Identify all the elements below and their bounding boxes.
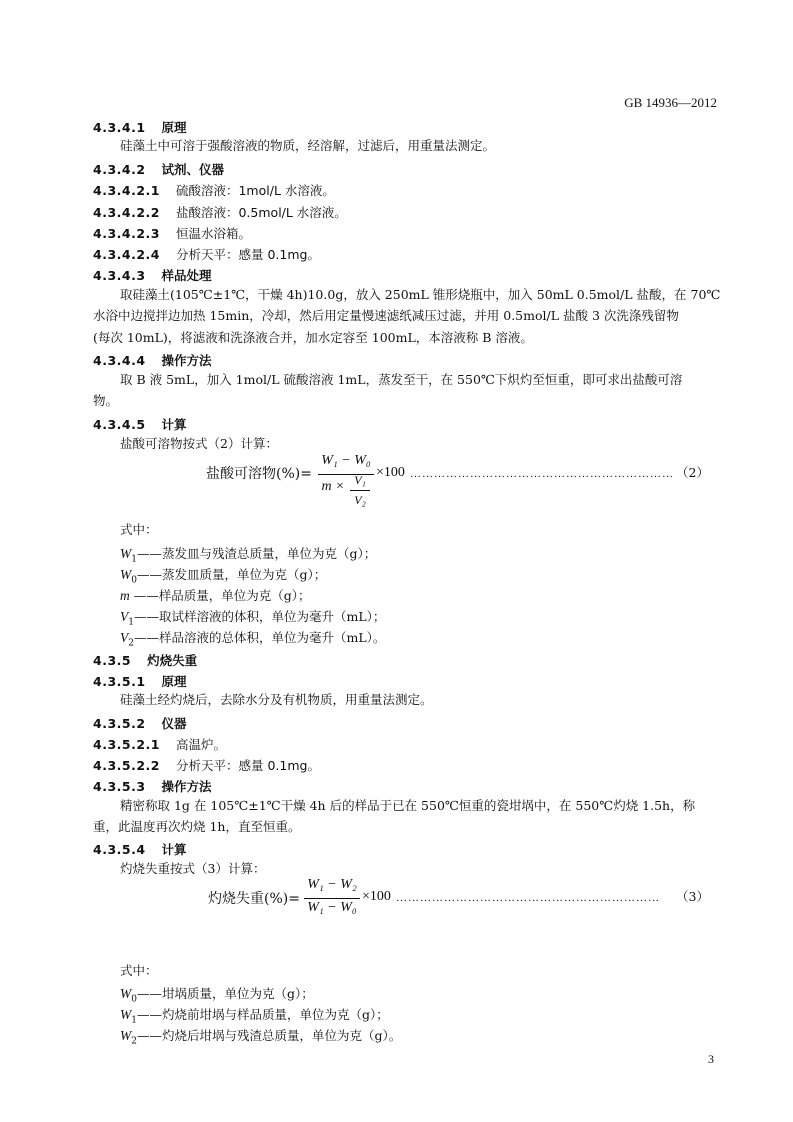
section-4-3-4-2-2: 4.3.4.2.2 盐酸溶液：0.5mol/L 水溶液。 bbox=[93, 205, 347, 220]
paragraph: (每次 10mL)，将滤液和洗涤液合并，加水定容至 100mL，本溶液称 B 溶液。 bbox=[93, 330, 533, 345]
equation-number: （3） bbox=[676, 889, 709, 904]
section-4-3-5-2: 4.3.5.2 仪器 bbox=[93, 716, 187, 731]
definition-v1: $V_1——$取试样溶液的体积，单位为毫升（mL）； bbox=[120, 609, 386, 628]
paragraph: 硅藻土中可溶于强酸溶液的物质，经溶解，过滤后，用重量法测定。 bbox=[120, 138, 496, 153]
section-4-3-5-2-2: 4.3.5.2.2 分析天平：感量 0.1mg。 bbox=[93, 758, 320, 773]
section-4-3-4-5: 4.3.4.5 计算 bbox=[93, 417, 187, 432]
formula-numerator: W₁ − W₀ bbox=[321, 453, 371, 468]
definition-m: m ——样品质量，单位为克（g）； bbox=[120, 588, 311, 603]
wherein-label: 式中： bbox=[120, 963, 158, 978]
section-4-3-4-2: 4.3.4.2 试剂、仪器 bbox=[93, 162, 225, 177]
section-4-3-5-2-1: 4.3.5.2.1 高温炉。 bbox=[93, 737, 226, 752]
formula-denominator-m: m × bbox=[321, 479, 345, 494]
paragraph: 物。 bbox=[93, 393, 119, 408]
page-number: 3 bbox=[708, 1052, 714, 1066]
definition-w1: $W_1——$蒸发皿与残渣总质量，单位为克（g）； bbox=[120, 546, 377, 565]
formula-numerator: W₁ − W₂ bbox=[307, 877, 357, 892]
section-4-3-5-4: 4.3.5.4 计算 bbox=[93, 842, 187, 857]
section-4-3-4-3: 4.3.4.3 样品处理 bbox=[93, 268, 212, 283]
definition-w0: $W_0——$蒸发皿质量，单位为克（g）； bbox=[120, 567, 327, 586]
section-4-3-4-2-1: 4.3.4.2.1 硫酸溶液：1mol/L 水溶液。 bbox=[93, 183, 335, 198]
formula-lhs: 灼烧失重(%)= bbox=[208, 891, 300, 907]
formula-sub-numerator: V₁ bbox=[354, 473, 366, 487]
section-4-3-5-1: 4.3.5.1 原理 bbox=[93, 674, 187, 689]
definition-w2: $W_2——$灼烧后坩埚与残渣总质量，单位为克（g）。 bbox=[120, 1028, 402, 1047]
section-4-3-4-4: 4.3.4.4 操作方法 bbox=[93, 353, 212, 368]
equation-number: （2） bbox=[676, 465, 709, 480]
section-4-3-4-2-3: 4.3.4.2.3 恒温水浴箱。 bbox=[93, 226, 251, 241]
definition-v2: $V_2——$样品溶液的总体积，单位为毫升（mL）。 bbox=[120, 630, 386, 649]
paragraph: 灼烧失重按式（3）计算： bbox=[120, 861, 266, 876]
definition-w1: $W_1——$灼烧前坩埚与样品质量，单位为克（g）； bbox=[120, 1007, 389, 1026]
section-4-3-5-3: 4.3.5.3 操作方法 bbox=[93, 779, 212, 794]
paragraph: 硅藻土经灼烧后，去除水分及有机物质，用重量法测定。 bbox=[120, 692, 433, 707]
wherein-label: 式中： bbox=[120, 522, 158, 537]
definition-w0: $W_0——$坩埚质量，单位为克（g）； bbox=[120, 986, 314, 1005]
paragraph: 水浴中边搅拌边加热 15min，冷却，然后用定量慢速滤纸减压过滤，并用 0.5mol/L 盐酸 3 次洗涤残留物 bbox=[93, 308, 679, 323]
paragraph: 取硅藻土(105℃±1℃，干燥 4h)10.0g，放入 250mL 锥形烧瓶中，加入 50mL 0.5mol/L 盐酸，在 70℃ bbox=[120, 287, 721, 302]
section-4-3-4-2-4: 4.3.4.2.4 分析天平：感量 0.1mg。 bbox=[93, 247, 320, 262]
section-4-3-4-1: 4.3.4.1 原理 bbox=[93, 120, 187, 135]
fraction-bar bbox=[304, 898, 360, 899]
formula-multiplier: ×100 bbox=[376, 465, 405, 480]
sub-fraction-bar bbox=[350, 490, 370, 491]
formula-multiplier: ×100 bbox=[362, 889, 391, 904]
formula-lhs: 盐酸可溶物(%)= bbox=[206, 466, 312, 482]
formula-sub-denominator: V₂ bbox=[354, 493, 366, 507]
leader-dots: ………………………………………………………… bbox=[396, 892, 660, 904]
section-4-3-5: 4.3.5 灼烧失重 bbox=[93, 653, 198, 668]
paragraph: 精密称取 1g 在 105℃±1℃干燥 4h 后的样品于已在 550℃恒重的瓷坩埚中，在 550℃灼烧 1.5h，称 bbox=[120, 798, 696, 813]
paragraph: 取 B 液 5mL，加入 1mol/L 硫酸溶液 1mL，蒸发至干，在 550℃下炽灼至恒重，即可求出盐酸可溶 bbox=[120, 372, 683, 387]
leader-dots: ………………………………………………………… bbox=[410, 468, 674, 480]
paragraph: 重，此温度再次灼烧 1h，直至恒重。 bbox=[93, 819, 301, 834]
standard-number: GB 14936—2012 bbox=[624, 95, 717, 110]
formula-denominator: W₁ − W₀ bbox=[307, 900, 357, 915]
paragraph: 盐酸可溶物按式（2）计算： bbox=[120, 436, 278, 451]
